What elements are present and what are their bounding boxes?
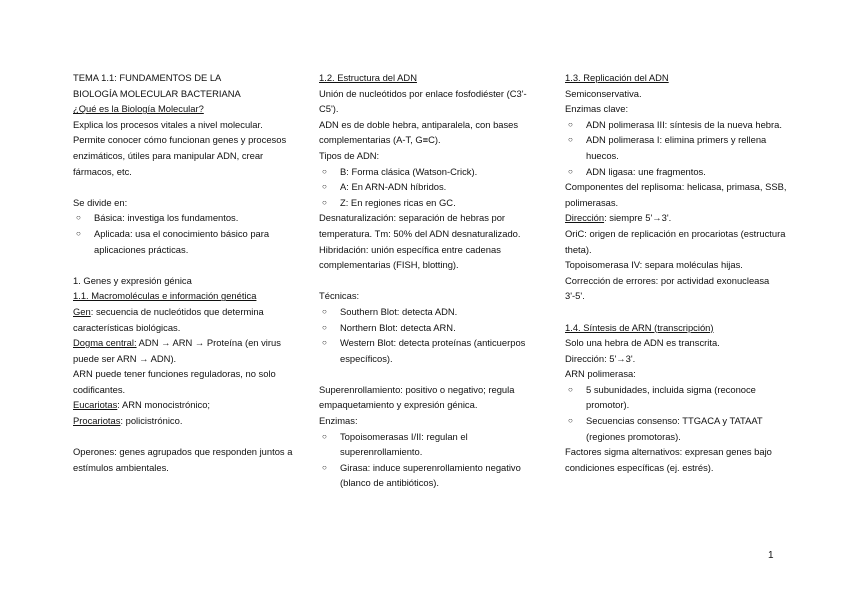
tecnicas-list: [319, 304, 527, 366]
doc-title-line-2: BIOLOGÍA MOLECULAR BACTERIANA: [73, 87, 241, 99]
list-item: ○ Aplicada: usa el conocimiento básico para aplicaciones prácticas.: [73, 226, 295, 257]
enzimas-list: [319, 429, 527, 491]
paragraph: Topoisomerasa IV: separa moléculas hijas.: [565, 259, 743, 271]
paragraph: Superenrollamiento: positivo o negativo; regula empaquetamiento y expresión génica.: [319, 383, 515, 411]
section-1-2-heading: 1.2. Estructura del ADN: [319, 72, 417, 83]
column-2: [319, 70, 527, 491]
paragraph: Semiconservativa.: [565, 87, 642, 99]
procariotas-line: [73, 413, 295, 429]
list-item: ○ Topoisomerasas I/II: regulan el superenrollamiento.: [319, 429, 527, 460]
list-item: ○ ADN polimerasa III: síntesis de la nueva hebra.: [565, 117, 787, 133]
list-item: ○ ADN ligasa: une fragmentos.: [565, 164, 787, 180]
paragraph: Solo una hebra de ADN es transcrita.: [565, 337, 720, 349]
operones-paragraph: Operones: genes agrupados que responden juntos a estímulos ambientales.: [73, 446, 293, 473]
direccion-line: [565, 210, 787, 226]
paragraph: Dirección: 5'→3'.: [565, 352, 636, 364]
section-1-heading: 1. Genes y expresión génica: [73, 274, 192, 286]
definition: : ARN monocistrónico;: [117, 399, 211, 411]
enzimas-label: Enzimas:: [319, 415, 358, 427]
list-item: ○ B: Forma clásica (Watson-Crick).: [319, 164, 527, 180]
section-1-3-heading: 1.3. Replicación del ADN: [565, 72, 669, 83]
divides-label: Se divide en:: [73, 196, 128, 208]
paragraph: Componentes del replisoma: helicasa, primasa, SSB, polimerasas.: [565, 181, 787, 208]
term: Dogma central:: [73, 337, 137, 349]
list-item: ○ 5 subunidades, incluida sigma (reconoce promotor).: [565, 382, 787, 413]
column-3: [565, 70, 787, 475]
term: Dirección: [565, 212, 605, 224]
paragraph: ADN es de doble hebra, antiparalela, con bases complementarias (A-T, G≡C).: [319, 118, 519, 146]
intro-paragraph: Explica los procesos vitales a nivel molecular. Permite conocer cómo funcionan genes y procesos enzimáticos, útiles para manipular ADN, crear fármacos, etc.: [73, 118, 287, 177]
paragraph: Desnaturalización: separación de hebras por temperatura. Tm: 50% del ADN desnaturalizado.: [319, 212, 521, 239]
enzimas-clave-list: [565, 117, 787, 179]
column-1: [73, 70, 295, 475]
section-1-4-heading: 1.4. Síntesis de ARN (transcripción): [565, 321, 714, 333]
list-item: ○ Southern Blot: detecta ADN.: [319, 304, 527, 320]
tipos-label: Tipos de ADN:: [319, 149, 380, 161]
list-item: ○ A: En ARN-ADN híbridos.: [319, 179, 527, 195]
definition: : policistrónico.: [120, 415, 183, 427]
arn-polimerasa-list: [565, 382, 787, 444]
definition: : siempre 5'→3'.: [604, 212, 672, 224]
paragraph: OriC: origen de replicación en procariotas (estructura theta).: [565, 227, 786, 255]
list-item: ○ ADN polimerasa I: elimina primers y rellena huecos.: [565, 132, 787, 163]
question-heading: ¿Qué es la Biología Molecular?: [73, 103, 204, 115]
term: Gen: [73, 305, 91, 317]
list-item: ○ Northern Blot: detecta ARN.: [319, 320, 527, 336]
list-item: ○ Girasa: induce superenrollamiento negativo (blanco de antibióticos).: [319, 460, 527, 491]
enzimas-clave-label: Enzimas clave:: [565, 103, 629, 115]
term: Eucariotas: [73, 399, 118, 411]
dogma-definition: [73, 335, 295, 366]
gen-definition: [73, 304, 295, 335]
paragraph: Factores sigma alternativos: expresan genes bajo condiciones específicas (ej. estrés).: [565, 446, 772, 473]
arn-paragraph: ARN puede tener funciones reguladoras, no solo codificantes.: [73, 368, 276, 395]
divides-list: [73, 210, 295, 257]
paragraph: Unión de nucleótidos por enlace fosfodiéster (C3'-C5').: [319, 87, 527, 115]
list-item: ○ Z: En regiones ricas en GC.: [319, 195, 527, 211]
term: Procariotas: [73, 415, 121, 427]
paragraph: Hibridación: unión específica entre cadenas complementarias (FISH, blotting).: [319, 243, 501, 271]
definition: ADN → ARN → Proteína (en virus puede ser ARN → ADN).: [73, 337, 281, 364]
section-1-1-heading: 1.1. Macromoléculas e información genética: [73, 290, 257, 302]
paragraph: ARN polimerasa:: [565, 368, 636, 380]
paragraph: Corrección de errores: por actividad exonucleasa 3'-5'.: [565, 274, 770, 302]
tipos-list: [319, 164, 527, 211]
doc-title-line-1: TEMA 1.1: FUNDAMENTOS DE LA: [73, 72, 222, 83]
list-item: ○ Básica: investiga los fundamentos.: [73, 210, 295, 226]
definition: : secuencia de nucleótidos que determina características biológicas.: [73, 305, 264, 333]
list-item: ○ Western Blot: detecta proteínas (anticuerpos específicos).: [319, 335, 527, 366]
eucariotas-line: [73, 397, 295, 413]
list-item: ○ Secuencias consenso: TTGACA y TATAAT (regiones promotoras).: [565, 413, 787, 444]
tecnicas-label: Técnicas:: [319, 290, 360, 302]
page-number: 1: [768, 550, 774, 561]
